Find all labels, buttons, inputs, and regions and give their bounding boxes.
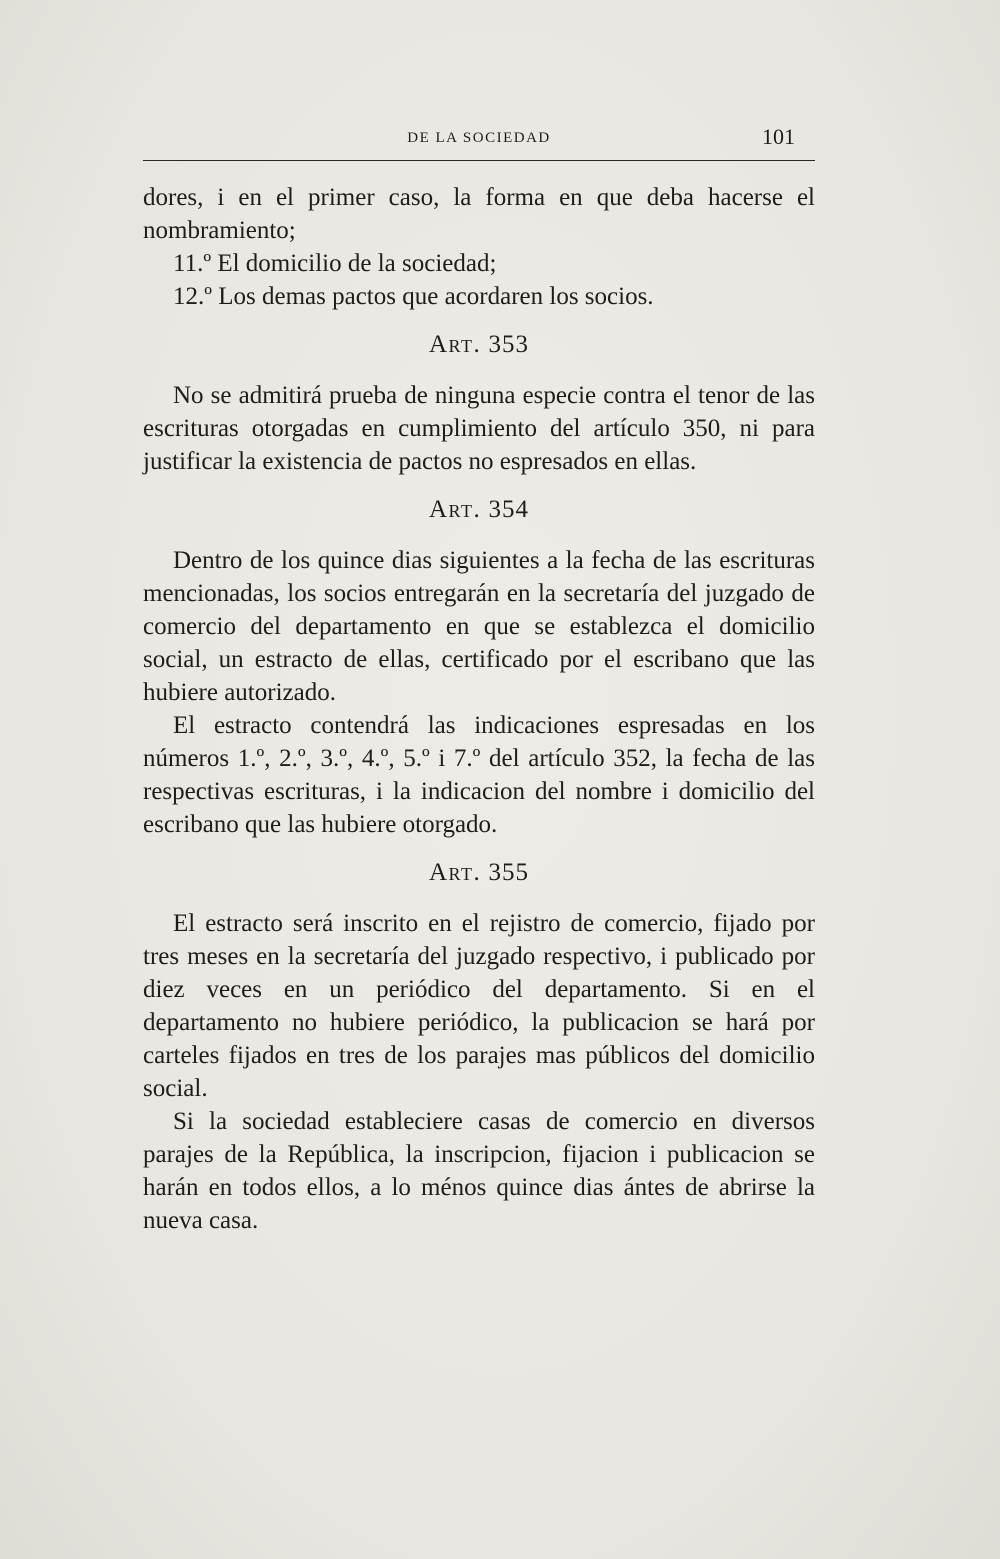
header-rule <box>143 160 815 161</box>
article-354-paragraph-2: El estracto contendrá las indicaciones espresadas en los números 1.º, 2.º, 3.º, 4.º, 5.º i 7.º del artículo 352, la fecha de las respectivas escrituras, i la indicacion del nombre i domicilio del escribano que las hubiere otorgado. <box>143 712 815 838</box>
running-head: DE LA SOCIEDAD <box>407 130 551 146</box>
article-label: Art. <box>429 331 482 358</box>
article-label: Art. <box>429 859 482 886</box>
article-353-text: No se admitirá prueba de ninguna especie contra el tenor de las escrituras otorgadas en cumplimiento del artículo 350, ni para justificar la existencia de pactos no espresados en ellas. <box>143 382 815 475</box>
article-355-number: 355 <box>488 859 529 886</box>
article-355-heading <box>143 856 815 889</box>
article-355-paragraph-2: Si la sociedad estableciere casas de comercio en diversos parajes de la República, la inscripcion, fijacion i publicacion se harán en todos ellos, a lo ménos quince dias ántes de abrirse la nueva casa. <box>143 1108 815 1234</box>
article-355-paragraph-1: El estracto será inscrito en el rejistro de comercio, fijado por tres meses en la secretaría del juzgado respectivo, i publicado por diez veces en un periódico del departamento. Si en el departamento no hubiere periódico, la publicacion se hará por carteles fijados en tres de los parajes mas públicos del domicilio social. <box>143 910 815 1102</box>
article-label: Art. <box>429 496 482 523</box>
list-item-11: 11.º El domicilio de la sociedad; <box>173 250 497 277</box>
page-number: 101 <box>762 124 795 149</box>
article-354-number: 354 <box>488 496 529 523</box>
page-header <box>143 124 815 158</box>
article-353-number: 353 <box>488 331 529 358</box>
continued-paragraph: dores, i en el primer caso, la forma en que deba hacerse el nombramiento; <box>143 184 815 244</box>
list-item-12: 12.º Los demas pactos que acordaren los socios. <box>173 283 654 310</box>
body-text <box>143 181 815 1237</box>
article-354-paragraph-1: Dentro de los quince dias siguientes a la fecha de las escrituras mencionadas, los socios entregarán en la secretaría del juzgado de comercio del departamento en que se establezca el domicilio social, un estracto de ellas, certificado por el escribano que las hubiere autorizado. <box>143 547 815 706</box>
article-354-heading <box>143 493 815 526</box>
article-353-heading <box>143 328 815 361</box>
